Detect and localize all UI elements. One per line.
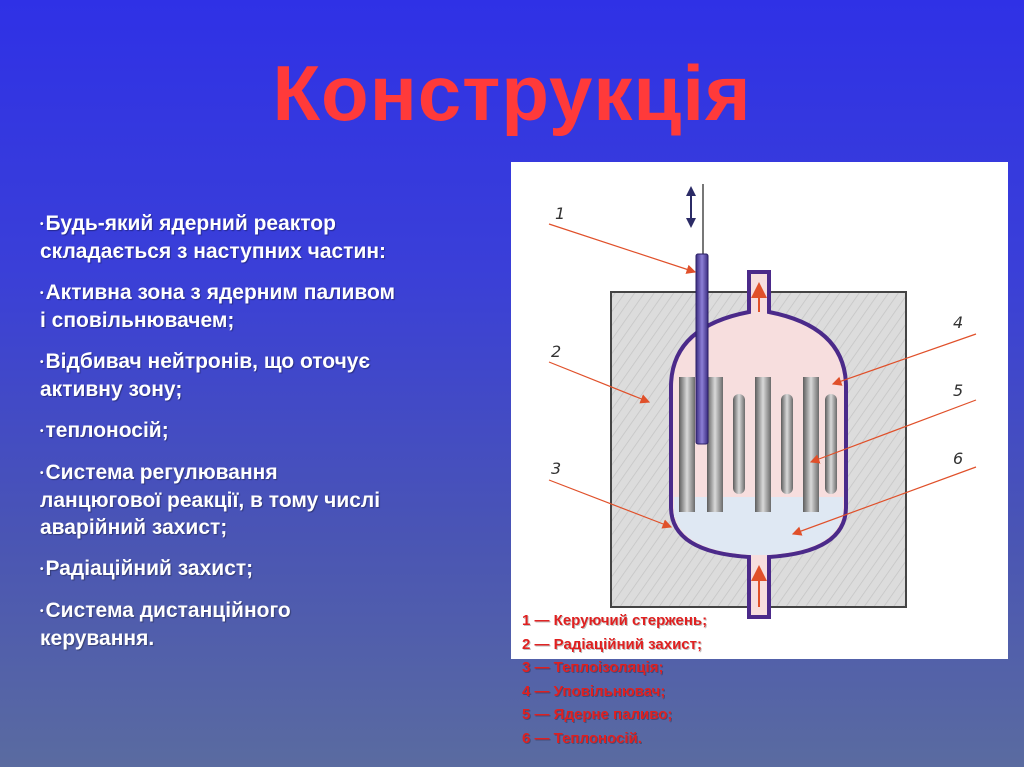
bullet-item xyxy=(40,348,400,403)
fuel-rod xyxy=(755,377,771,512)
reactor-svg xyxy=(511,162,1008,659)
callout-label: 4 xyxy=(953,313,964,332)
bullet-text: Відбивач нейтронів, що оточує активну зону; xyxy=(40,349,371,401)
slide-title: Конструкція xyxy=(272,49,752,137)
bullet-item xyxy=(40,417,400,445)
legend-item: 1 — Керуючий стержень; xyxy=(522,612,708,629)
bullet-dot: • xyxy=(40,218,44,230)
reactor-diagram xyxy=(511,162,1008,659)
bullet-text: Система дистанційного керування. xyxy=(40,598,291,650)
callout-label: 6 xyxy=(953,449,964,468)
fuel-rod xyxy=(781,394,793,494)
legend-item: 2 — Радіаційний захист; xyxy=(522,635,702,653)
legend-item: 4 — Уповільнювач; xyxy=(522,682,666,700)
fuel-rod xyxy=(679,377,695,512)
control-rod xyxy=(696,254,708,444)
bullet-text: Радіаційний захист; xyxy=(45,556,254,580)
bullet-list xyxy=(40,210,400,666)
bullet-text: теплоносій; xyxy=(45,418,169,442)
diagram-legend xyxy=(522,609,707,750)
fuel-rod xyxy=(825,394,837,494)
arrow-up-icon xyxy=(686,186,696,196)
bullet-item xyxy=(40,459,400,541)
bullet-text: Активна зона з ядерним паливом і сповільнювачем; xyxy=(40,280,396,332)
bullet-dot: • xyxy=(40,287,44,299)
bullet-dot: • xyxy=(40,563,44,575)
legend-item: 5 — Ядерне паливо; xyxy=(522,706,673,723)
bullet-item xyxy=(40,555,400,583)
bullet-text: Будь-який ядерний реактор складається з наступних частин: xyxy=(40,212,387,263)
bullet-item xyxy=(40,279,400,334)
bullet-dot: • xyxy=(40,425,44,437)
bullet-item xyxy=(40,210,400,265)
callout-label: 2 xyxy=(551,342,562,361)
bullet-dot: • xyxy=(40,356,44,368)
fuel-rod xyxy=(733,394,745,494)
callout-label: 1 xyxy=(555,204,566,223)
fuel-rod xyxy=(707,377,723,512)
callout-label: 5 xyxy=(953,381,964,400)
bullet-text: Система регулювання ланцюгової реакції, в тому числі аварійний захист; xyxy=(40,460,381,539)
bullet-dot: • xyxy=(40,605,44,617)
legend-item: 6 — Теплоносій. xyxy=(522,729,642,747)
arrow-down-icon xyxy=(686,218,696,228)
callout-line-1 xyxy=(549,224,695,272)
bullet-dot: • xyxy=(40,467,44,479)
fuel-rod xyxy=(803,377,819,512)
legend-item: 3 — Теплоізоляція; xyxy=(522,659,664,676)
callout-label: 3 xyxy=(551,459,562,478)
bullet-item xyxy=(40,597,400,652)
